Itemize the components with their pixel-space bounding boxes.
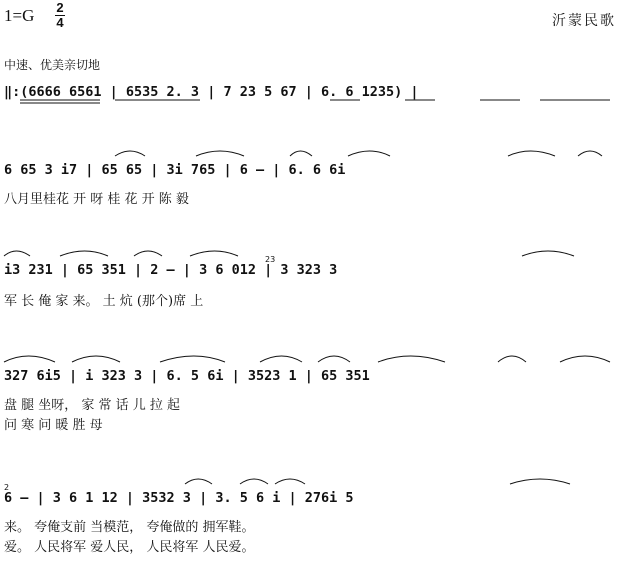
- lyrics-row-4-verse-2: 问 寒 问 暖 胜 母: [4, 418, 103, 433]
- tempo-marking: 中速、优美亲切地: [4, 58, 101, 72]
- notation-line: 6 65 3 i7 | 65 65 | 3i 765 | 6 – | 6. 6 6i: [4, 162, 346, 178]
- lyrics-row-2: 八月里桂花 开 呀 桂 花 开 陈 毅: [4, 192, 189, 207]
- lyrics-row-5-verse-2: 爱。 人民将军 爱人民， 人民将军 人民爱。: [4, 540, 255, 555]
- grace-note-2-value: 2: [4, 483, 10, 492]
- song-source: 沂蒙民歌: [552, 13, 616, 29]
- meter-bottom: 4: [56, 15, 64, 30]
- notation-line: 327 6i5 | i 323 3 | 6. 5 6i | 3523 1 | 65 351: [4, 368, 370, 384]
- notation-line: i3 231 | 65 351 | 2 – | 3 6 012 | 3 323 3: [4, 262, 338, 278]
- grace-note-1-value: 23: [265, 255, 276, 264]
- notation-line: ‖:(6666 6561 | 6535 2. 3 | 7 23 5 67 | 6. 6 1235) |: [4, 84, 419, 100]
- lyrics-row-5-verse-1: 来。 夸俺支前 当模范， 夸俺做的 拥军鞋。: [4, 520, 255, 535]
- meter-top: 2: [56, 0, 64, 15]
- key-signature: 1=G: [4, 6, 35, 25]
- notation-line: 6 – | 3 6 1 12 | 3532 3 | 3. 5 6 i | 276i 5: [4, 490, 354, 506]
- lyrics-row-3: 军 长 俺 家 来。 土 炕 (那个)席 上: [4, 294, 204, 309]
- lyrics-row-4-verse-1: 盘 腿 坐呀， 家 常 话 儿 拉 起: [4, 398, 181, 413]
